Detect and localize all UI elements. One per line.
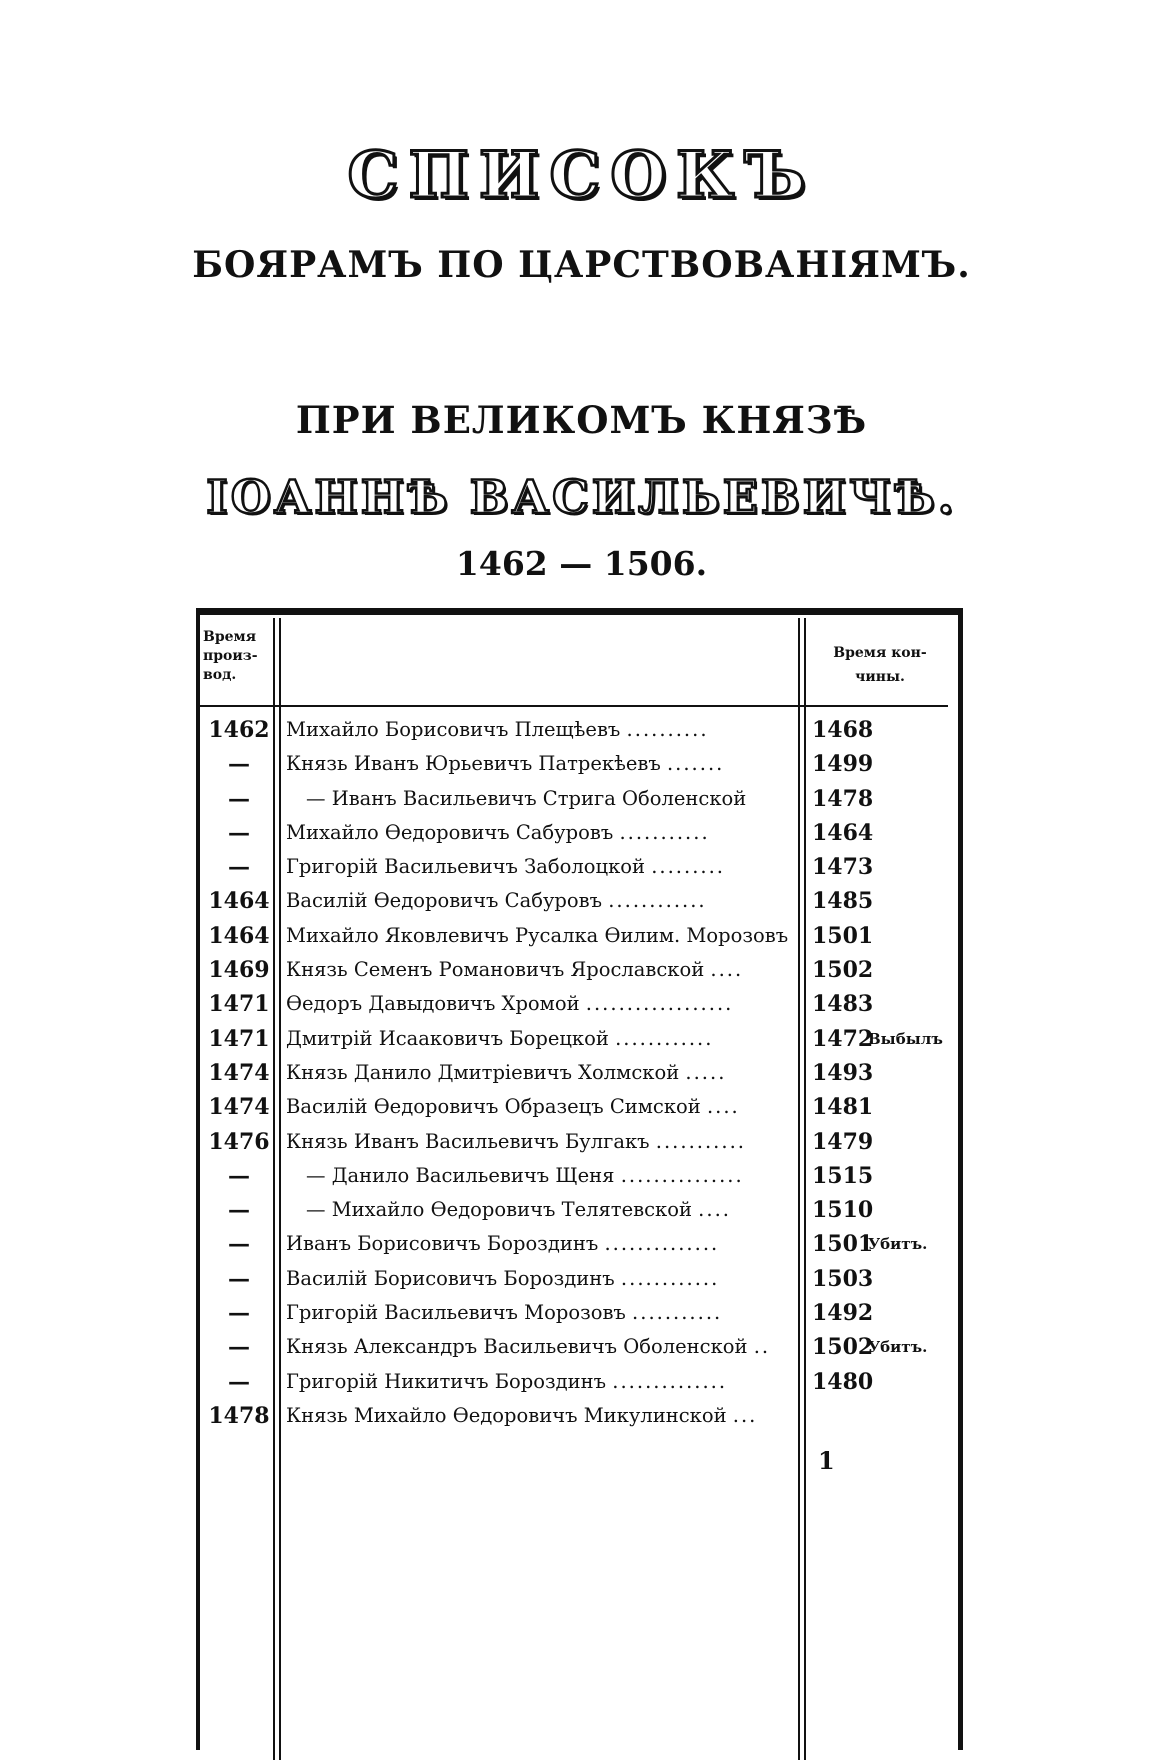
- appointment-year: —: [228, 819, 250, 846]
- boyar-name: [286, 713, 998, 747]
- table-row: [200, 1056, 960, 1090]
- appointment-year: 1462: [208, 717, 270, 743]
- table-row: [200, 850, 960, 884]
- boyar-name-text: Князь Михайло Ѳедоровичъ Микулинской: [286, 1403, 727, 1427]
- appointment-year: 1469: [208, 957, 270, 984]
- boyar-name-text: Михайло Яковлевичъ Русалка Ѳилим. Морозовъ: [286, 923, 789, 947]
- dot-leader: ...........: [632, 1301, 723, 1325]
- boyar-name: [286, 850, 998, 884]
- row-note: Убитъ.: [868, 1338, 928, 1357]
- table-row: [200, 1262, 960, 1296]
- appointment-year: —: [228, 1231, 250, 1258]
- header-text: Время: [203, 629, 257, 645]
- death-year: 1515: [812, 1162, 874, 1189]
- dot-leader: ............: [620, 1266, 720, 1290]
- death-year: 1492: [812, 1300, 874, 1327]
- boyar-name: [286, 1262, 998, 1296]
- table-row: [200, 1193, 960, 1227]
- boyar-name: [286, 782, 998, 816]
- table-row: [200, 1125, 960, 1159]
- boyar-name-text: Иванъ Борисовичъ Бороздинъ: [286, 1232, 599, 1256]
- table-row: [200, 1159, 960, 1193]
- death-year: 1510: [812, 1197, 874, 1224]
- dot-leader: ..................: [585, 992, 734, 1016]
- reign-heading-line1: ПРИ ВЕЛИКОМЪ КНЯЗѢ: [295, 398, 868, 442]
- boyar-name-text: Ѳедоръ Давыдовичъ Хромой: [286, 992, 580, 1016]
- boyar-name-text: Дмитрій Исааковичъ Борецкой: [286, 1026, 609, 1050]
- boyar-name-text: — Михайло Ѳедоровичъ Телятевской: [306, 1198, 692, 1222]
- appointment-year: —: [228, 1265, 250, 1292]
- boyar-name: [286, 747, 998, 781]
- boyar-name-text: Князь Иванъ Васильевичъ Булгакъ: [286, 1129, 650, 1153]
- table-row: [200, 953, 960, 987]
- death-year: 1501: [812, 922, 874, 949]
- appointment-year: —: [228, 785, 250, 812]
- boyar-name: [286, 1296, 998, 1330]
- death-year: 1481: [812, 1094, 874, 1121]
- dot-leader: ...............: [620, 1163, 744, 1187]
- dot-leader: ...........: [655, 1129, 746, 1153]
- dot-leader: ....: [710, 958, 744, 982]
- reign-years: 1462 — 1506.: [455, 544, 708, 583]
- death-year: 1468: [812, 717, 874, 743]
- dot-leader: .......: [666, 752, 725, 776]
- table-row: [200, 987, 960, 1021]
- header-text: произ-: [203, 648, 258, 664]
- table-row: [200, 1330, 960, 1364]
- death-year: 1485: [812, 888, 874, 915]
- boyar-name-text: Григорій Никитичъ Бороздинъ: [286, 1369, 607, 1393]
- dot-leader: ...........: [619, 820, 710, 844]
- death-year: 1478: [812, 785, 874, 812]
- boyar-name: [286, 1056, 998, 1090]
- document-title: СПИСОКЪ: [347, 138, 816, 213]
- death-year: 1502: [812, 1334, 874, 1361]
- appointment-year: —: [228, 1197, 250, 1224]
- table-body: [200, 713, 960, 1433]
- appointment-year: 1474: [208, 1094, 270, 1121]
- death-year: 1464: [812, 819, 874, 846]
- boyar-name-text: Василій Борисовичъ Бороздинъ: [286, 1266, 615, 1290]
- document-subtitle: БОЯРАМЪ ПО ЦАРСТВОВАНІЯМЪ.: [192, 244, 971, 286]
- death-year: 1501: [812, 1231, 874, 1258]
- boyar-name-text: Григорій Васильевичъ Морозовъ: [286, 1301, 626, 1325]
- header-rule: [200, 705, 948, 707]
- table-row: [200, 747, 960, 781]
- death-year: 1480: [812, 1368, 874, 1395]
- death-year: 1493: [812, 1059, 874, 1086]
- appointment-year: 1464: [208, 922, 270, 949]
- boyar-name: [286, 1159, 998, 1193]
- table-top-rule: [196, 608, 962, 615]
- dot-leader: ............: [608, 889, 707, 913]
- table-row: [200, 1090, 960, 1124]
- boyar-name: [286, 953, 998, 987]
- table-row: [200, 1022, 960, 1056]
- boyar-name-text: Михайло Ѳедоровичъ Сабуровъ: [286, 820, 614, 844]
- death-year: 1483: [812, 991, 874, 1018]
- header-text: вод.: [203, 667, 237, 683]
- dot-leader: ...: [732, 1403, 758, 1427]
- appointment-year: 1474: [208, 1059, 270, 1086]
- dot-leader: ..............: [604, 1232, 720, 1256]
- boyar-name: [286, 1090, 998, 1124]
- boyar-name: [286, 884, 998, 918]
- dot-leader: ....: [706, 1095, 740, 1119]
- appointment-year: 1478: [208, 1402, 270, 1429]
- dot-leader: ..........: [626, 718, 709, 741]
- dot-leader: ............: [615, 1026, 714, 1050]
- row-note: Выбылъ: [868, 1029, 943, 1048]
- column-header-end: [810, 641, 950, 689]
- row-note: Убитъ.: [868, 1235, 928, 1254]
- dot-leader: ..: [753, 1335, 771, 1359]
- appointment-year: —: [228, 751, 250, 778]
- death-year: 1479: [812, 1128, 874, 1155]
- boyar-name: [286, 1193, 998, 1227]
- dot-leader: .........: [651, 855, 725, 879]
- dot-leader: ....: [698, 1198, 731, 1222]
- appointment-year: —: [228, 1368, 250, 1395]
- table-row: [200, 782, 960, 816]
- appointment-year: 1471: [208, 1025, 270, 1052]
- appointment-year: —: [228, 854, 250, 881]
- boyar-name: [286, 1399, 998, 1433]
- column-header-start: [203, 628, 273, 685]
- appointment-year: 1471: [208, 991, 270, 1018]
- page-number: 1: [818, 1446, 835, 1475]
- boyar-name-text: Князь Александръ Васильевичъ Оболенской: [286, 1335, 748, 1359]
- table-row: [200, 1296, 960, 1330]
- appointment-year: 1476: [208, 1128, 270, 1155]
- table-row: [200, 884, 960, 918]
- death-year: 1503: [812, 1265, 874, 1292]
- boyar-name-text: Князь Данило Дмитріевичъ Холмской: [286, 1060, 680, 1084]
- boyar-name-text: Князь Иванъ Юрьевичъ Патрекѣевъ: [286, 752, 661, 776]
- boyar-name: [286, 1125, 998, 1159]
- appointment-year: 1464: [208, 888, 270, 915]
- boyar-name-text: Василій Ѳедоровичъ Образецъ Симской: [286, 1095, 701, 1119]
- appointment-year: —: [228, 1162, 250, 1189]
- header-text: Время кон-: [833, 645, 927, 661]
- appointment-year: —: [228, 1334, 250, 1361]
- boyar-name: [286, 919, 998, 953]
- dot-leader: .....: [685, 1060, 727, 1084]
- boyar-name-text: Василій Ѳедоровичъ Сабуровъ: [286, 889, 603, 913]
- table-row: [200, 1399, 960, 1433]
- reign-heading-line2: ІОАННѢ ВАСИЛЬЕВИЧѢ.: [206, 470, 957, 524]
- death-year: 1473: [812, 854, 874, 881]
- table-row: [200, 1365, 960, 1399]
- table-row: [200, 1227, 960, 1261]
- header-text: чины.: [855, 669, 905, 685]
- boyar-name-text: — Данило Васильевичъ Щеня: [306, 1163, 615, 1187]
- death-year: 1499: [812, 751, 874, 778]
- boyar-name: [286, 987, 998, 1021]
- table-row: [200, 919, 960, 953]
- table-row: [200, 713, 960, 747]
- death-year: 1472: [812, 1025, 874, 1052]
- dot-leader: ..............: [612, 1369, 728, 1393]
- boyar-name-text: Князь Семенъ Романовичъ Ярославской: [286, 958, 705, 982]
- death-year: 1502: [812, 957, 874, 984]
- boyar-name-text: Григорій Васильевичъ Заболоцкой: [286, 855, 645, 879]
- table-row: [200, 816, 960, 850]
- boyar-name: [286, 1365, 998, 1399]
- boyar-name-text: — Иванъ Васильевичъ Стрига Оболенской: [306, 786, 747, 810]
- appointment-year: —: [228, 1300, 250, 1327]
- boyar-name: [286, 816, 998, 850]
- boyar-name-text: Михайло Борисовичъ Плещѣевъ: [286, 718, 621, 741]
